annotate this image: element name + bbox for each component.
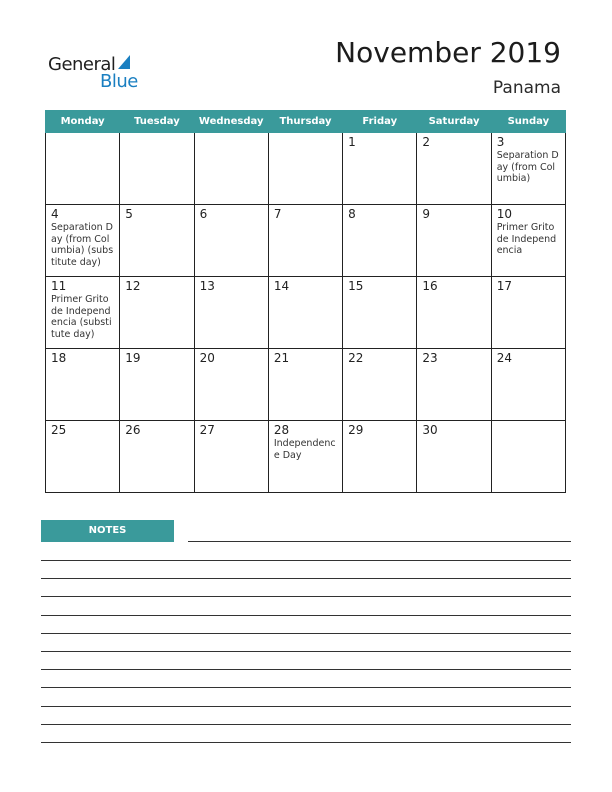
notes-line (41, 706, 571, 707)
calendar-day-cell (120, 421, 194, 493)
notes-line (41, 615, 571, 616)
day-number: 28 (273, 423, 290, 437)
calendar-day-cell (46, 421, 120, 493)
calendar-week-row (46, 277, 566, 349)
weekday-header-row (46, 111, 566, 133)
day-number: 11 (51, 279, 67, 293)
calendar-day-cell (417, 421, 491, 493)
day-number: 6 (199, 207, 208, 221)
holiday-label: Primer Grito de Independencia (496, 222, 557, 256)
day-number: 26 (125, 423, 141, 437)
day-number: 2 (422, 135, 431, 149)
notes-line (41, 633, 571, 634)
notes-line (41, 724, 571, 725)
calendar-day-cell (194, 277, 268, 349)
holiday-label: Independence Day (273, 438, 336, 461)
calendar-day-cell (268, 277, 342, 349)
day-number: 7 (273, 207, 282, 221)
notes-line (41, 596, 571, 597)
day-number: 8 (348, 207, 356, 221)
notes-line (188, 541, 571, 542)
calendar-day-cell (46, 133, 120, 205)
day-number: 29 (348, 423, 364, 437)
weekday-header: Monday (46, 111, 120, 133)
calendar-day-cell (417, 349, 491, 421)
calendar-day-cell (46, 277, 120, 349)
calendar-day-cell (491, 349, 565, 421)
day-number: 24 (496, 351, 512, 365)
notes-line (41, 578, 571, 579)
calendar-day-cell (120, 349, 194, 421)
day-number: 1 (348, 135, 356, 149)
day-number: 4 (51, 207, 59, 221)
calendar-day-cell (417, 277, 491, 349)
weekday-header: Wednesday (194, 111, 268, 133)
calendar-day-cell (194, 133, 268, 205)
logo-text-blue: Blue (100, 71, 138, 92)
notes-line (41, 560, 571, 561)
notes-header: NOTES (41, 520, 174, 542)
day-number: 10 (496, 207, 512, 221)
weekday-header: Thursday (268, 111, 342, 133)
calendar-grid (45, 110, 566, 493)
day-number: 25 (51, 423, 67, 437)
calendar-day-cell (46, 349, 120, 421)
calendar-day-cell (343, 421, 417, 493)
calendar-day-cell (120, 133, 194, 205)
calendar-day-cell (268, 349, 342, 421)
calendar-day-cell (491, 421, 565, 493)
notes-line (41, 687, 571, 688)
calendar-day-cell (120, 205, 194, 277)
day-number: 13 (199, 279, 215, 293)
day-number: 21 (273, 351, 290, 365)
day-number: 3 (496, 135, 505, 149)
holiday-label: Primer Grito de Independencia (substitute day) (51, 294, 112, 340)
calendar-day-cell (343, 205, 417, 277)
logo-text-general: General (48, 54, 116, 75)
logo-triangle-icon (118, 55, 130, 69)
generalblue-logo (48, 52, 158, 92)
weekday-header: Tuesday (120, 111, 194, 133)
calendar-day-cell (268, 205, 342, 277)
day-number: 15 (348, 279, 364, 293)
day-number: 17 (496, 279, 512, 293)
calendar-day-cell (491, 277, 565, 349)
calendar-day-cell (194, 421, 268, 493)
calendar-week-row (46, 205, 566, 277)
calendar-week-row (46, 133, 566, 205)
holiday-label: Separation Day (from Columbia) (substitute day) (51, 222, 114, 268)
notes-line (41, 651, 571, 652)
day-number: 27 (199, 423, 215, 437)
calendar-day-cell (120, 277, 194, 349)
calendar-day-cell (268, 133, 342, 205)
day-number: 12 (125, 279, 141, 293)
calendar-day-cell (268, 421, 342, 493)
calendar-day-cell (343, 349, 417, 421)
calendar-day-cell (491, 205, 565, 277)
day-number: 14 (273, 279, 290, 293)
weekday-header: Sunday (491, 111, 565, 133)
calendar-day-cell (491, 133, 565, 205)
notes-line (41, 669, 571, 670)
weekday-header: Friday (343, 111, 417, 133)
day-number: 5 (125, 207, 133, 221)
day-number: 30 (422, 423, 438, 437)
day-number: 16 (422, 279, 438, 293)
page-title: November 2019 (335, 36, 561, 69)
day-number: 23 (422, 351, 438, 365)
calendar-day-cell (343, 277, 417, 349)
day-number: 22 (348, 351, 364, 365)
calendar-day-cell (417, 205, 491, 277)
holiday-label: Separation Day (from Columbia) (496, 150, 559, 184)
calendar-day-cell (343, 133, 417, 205)
weekday-header: Saturday (417, 111, 491, 133)
calendar-day-cell (417, 133, 491, 205)
notes-line (41, 742, 571, 743)
country-name: Panama (492, 78, 561, 98)
day-number: 9 (422, 207, 431, 221)
day-number: 18 (51, 351, 67, 365)
day-number: 19 (125, 351, 141, 365)
calendar-day-cell (194, 349, 268, 421)
calendar-week-row (46, 349, 566, 421)
calendar-week-row (46, 421, 566, 493)
calendar-day-cell (194, 205, 268, 277)
day-number: 20 (199, 351, 215, 365)
calendar-day-cell (46, 205, 120, 277)
